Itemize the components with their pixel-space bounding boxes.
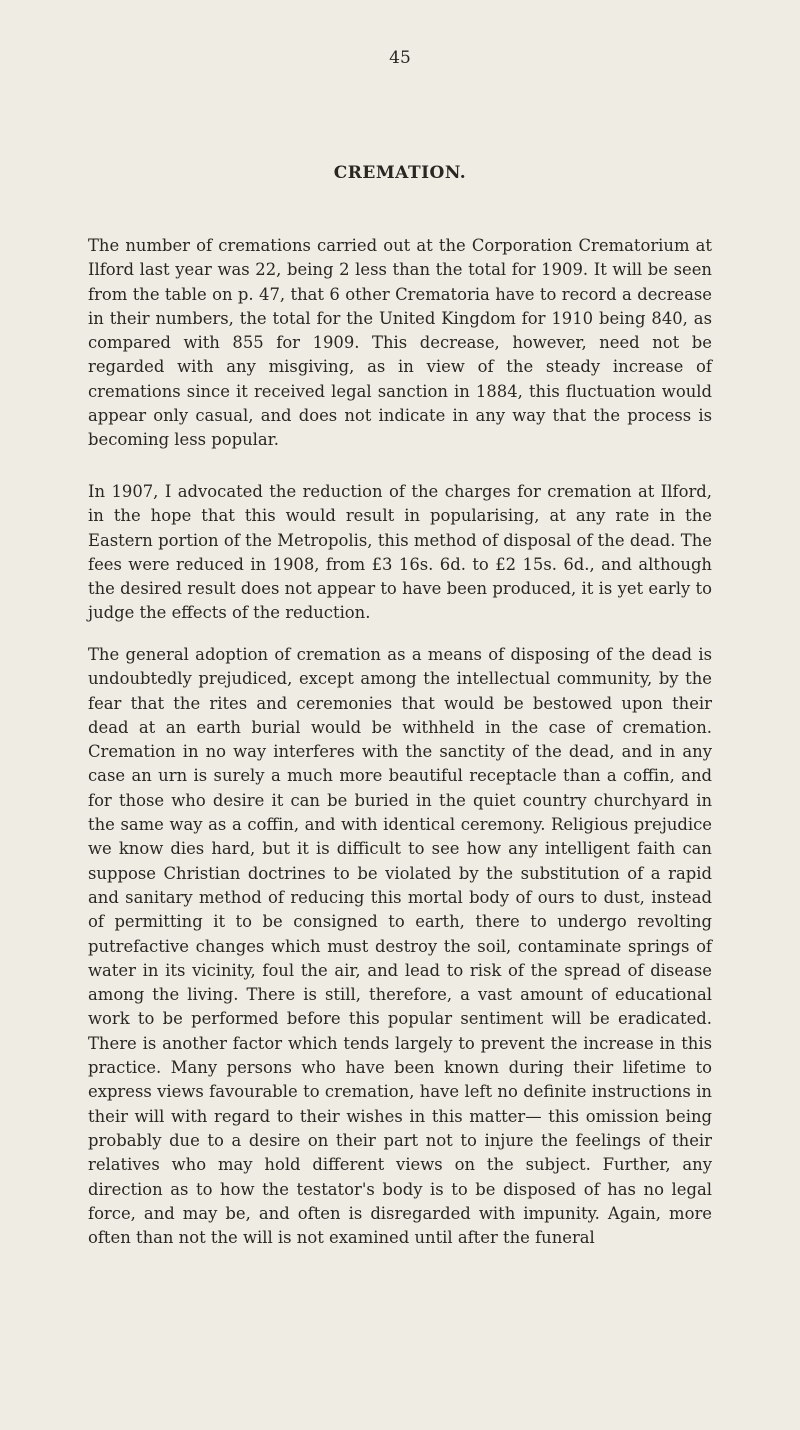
page-number: 45 (389, 48, 411, 68)
paragraph-2: In 1907, I advocated the reduction of the charges for cremation at Ilford, in the hope that this would result in popularising, at any rate in the Eastern portion of the Metropolis, this method of disposal of the dead. The fees were reduced in 1908, from £3 16s. 6d. to £2 15s. 6d., and although the desired result does not appear to have been produced, it is yet early to judge the effects of the reduction. (88, 482, 712, 623)
page-title: CREMATION. (333, 163, 467, 183)
paragraph-3: The general adoption of cremation as a means of disposing of the dead is undoubtedly prejudiced, except among the intellectual community, by the fear that the rites and ceremonies that would be bestowed upon their dead at an earth burial would be withheld in the case of cremation. Cremation in no way interferes with the sanctity of the dead, and in any case an urn is surely a much more beautiful receptacle than a coffin, and for those who desire it can be buried in the quiet country churchyard in the same way as a coffin, and with identical ceremony. Religious prejudice we know dies hard, but it is difficult to see how any intelligent faith can suppose Christian doctrines to be violated by the substitution of a rapid and sanitary method of reducing this mortal body of ours to dust, instead of permitting it to be consigned to earth, there to undergo revolting putrefactive changes which must destroy the soil, contaminate springs of water in its vicinity, foul the air, and lead to risk of the spread of disease among the living. There is still, therefore, a vast amount of educational work to be performed before this popular sentiment will be eradicated. There is another factor which tends largely to prevent the increase in this practice. Many persons who have been known during their lifetime to express views favourable to cremation, have left no definite instructions in their will with regard to their wishes in this matter— this omission being probably due to a desire on their part not to injure the feelings of their relatives who may hold different views on the subject. Further, any direction as to how the testator's body is to be disposed of has no legal force, and may be, and often is disregarded with impunity. Again, more often than not the will is not examined until after the funeral (88, 645, 712, 1248)
paragraph-1: The number of cremations carried out at the Corporation Crematorium at Ilford last year was 22, being 2 less than the total for 1909. It will be seen from the table on p. 47, that 6 other Crematoria have to record a decrease in their numbers, the total for the United Kingdom for 1910 being 840, as compared with 855 for 1909. This decrease, however, need not be regarded with any misgiving, as in view of the steady increase of cremations since it received legal sanction in 1884, this fluctuation would appear only casual, and does not indicate in any way that the process is becoming less popular. (88, 236, 712, 450)
